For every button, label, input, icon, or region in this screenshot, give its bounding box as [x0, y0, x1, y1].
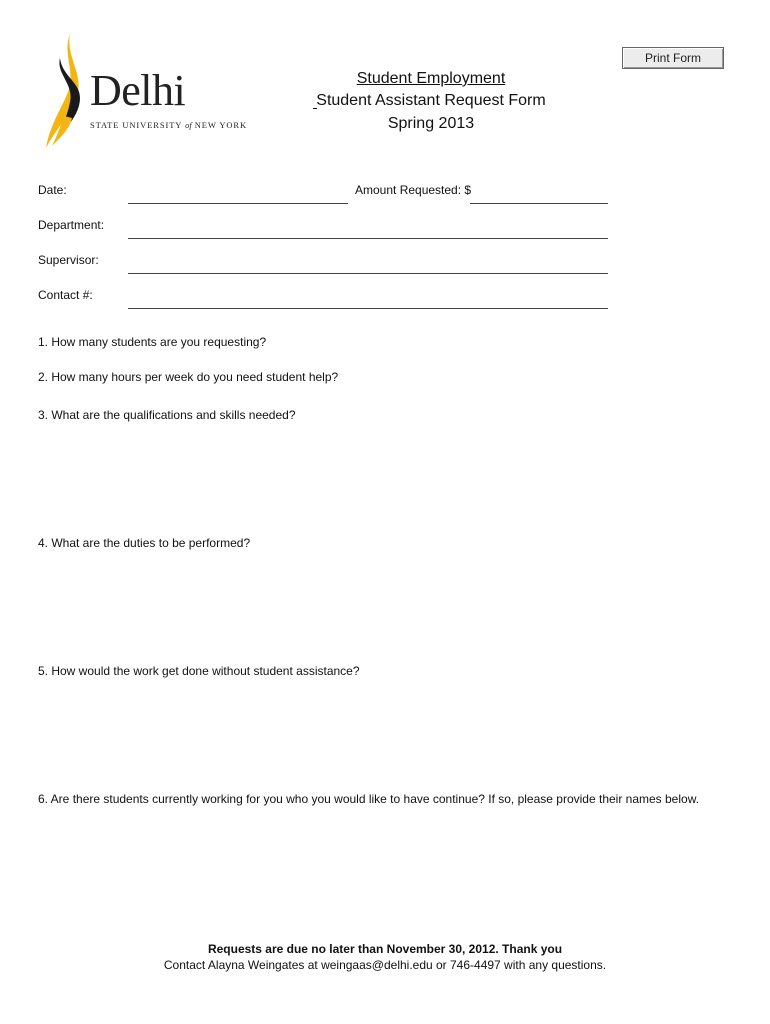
- answer-6-area[interactable]: [38, 810, 728, 930]
- logo-subtitle: STATE UNIVERSITY of NEW YORK: [90, 120, 248, 130]
- contact-field[interactable]: [128, 308, 608, 309]
- department-label: Department:: [38, 218, 105, 232]
- answer-5-area[interactable]: [38, 681, 728, 781]
- contact-label: Contact #:: [38, 288, 93, 302]
- question-2: 2. How many hours per week do you need student help?: [38, 370, 339, 384]
- question-4: 4. What are the duties to be performed?: [38, 536, 251, 550]
- question-5: 5. How would the work get done without student assistance?: [38, 664, 360, 678]
- print-form-button[interactable]: Print Form: [622, 47, 724, 69]
- question-1: 1. How many students are you requesting?: [38, 335, 267, 349]
- due-notice: Requests are due no later than November 30, 2012. Thank you: [207, 942, 563, 956]
- answer-4-area[interactable]: [38, 553, 728, 653]
- form-title-line1: Student Employment: [356, 70, 506, 87]
- supervisor-field[interactable]: [128, 273, 608, 274]
- form-title-line2: Student Assistant Request Form: [316, 92, 546, 109]
- supervisor-label: Supervisor:: [38, 253, 99, 267]
- question-6: 6. Are there students currently working for you who you would like to have continue? If so, please provide their names below.: [38, 792, 700, 806]
- answer-3-area[interactable]: [38, 425, 728, 525]
- department-field[interactable]: [128, 238, 608, 239]
- form-title-line3: Spring 2013: [387, 115, 475, 132]
- question-3: 3. What are the qualifications and skills needed?: [38, 408, 296, 422]
- contact-notice: Contact Alayna Weingates at weingaas@delhi.edu or 746-4497 with any questions.: [163, 958, 607, 972]
- date-label: Date:: [38, 183, 67, 197]
- amount-field[interactable]: [470, 203, 608, 204]
- logo-wordmark: Delhi: [90, 66, 186, 115]
- amount-label: Amount Requested: $: [355, 183, 472, 197]
- date-field[interactable]: [128, 203, 348, 204]
